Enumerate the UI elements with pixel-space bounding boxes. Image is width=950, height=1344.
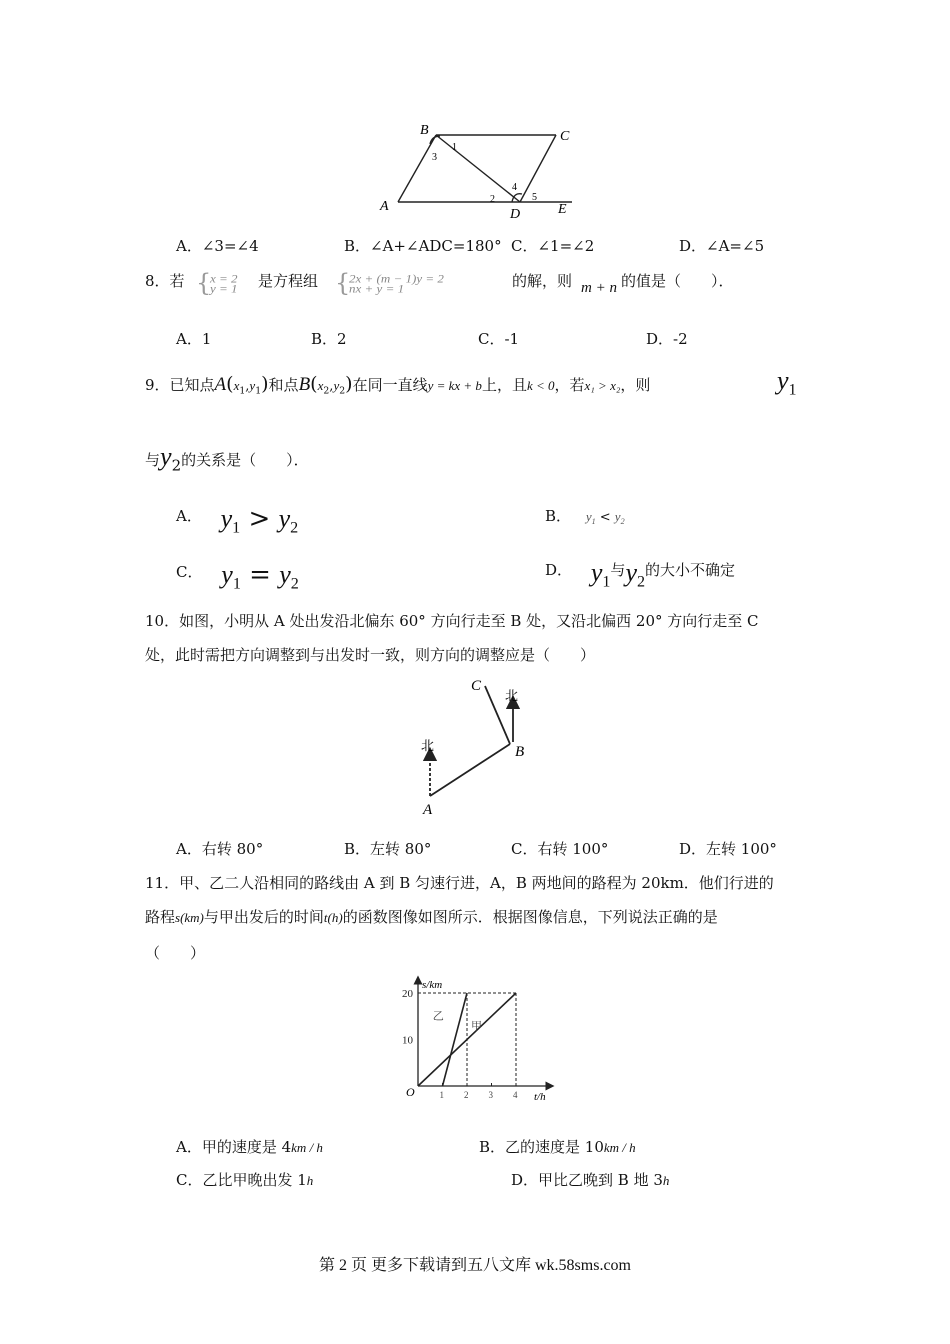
label-a: A [380,199,389,214]
label-e: E [558,202,567,217]
q10-option-c[interactable]: C．右转 100° [511,840,609,858]
series-line-yi [443,993,468,1086]
q9-option-d[interactable]: D． $y_1$与$y_2$的大小不确定 [545,558,736,591]
q11-option-b[interactable]: B．乙的速度是 10km / h [479,1138,636,1156]
q8-system: 2x + (m − 1)y = 2 nx + y = 1 [349,272,444,296]
q7-option-a[interactable]: A．∠3=∠4 [176,237,259,255]
label-b: B [515,744,525,760]
q11-stem-line3: （ ） [145,944,206,962]
q11-option-d[interactable]: D．甲比乙晚到 B 地 3h [511,1171,670,1189]
angle-3: 3 [432,152,437,163]
x-axis-label: t/h [534,1091,546,1103]
origin-label: O [406,1085,415,1099]
q8-option-b[interactable]: B．2 [311,330,347,348]
q11-stem-line2: 路程s(km)与甲出发后的时间t(h)的函数图像如图所示．根据图像信息，下列说法正确的是 [145,908,718,926]
q10-direction-figure [405,672,545,822]
diagonal-bd [436,135,520,202]
q11-stem-line1: 11．甲、乙二人沿相同的路线由 A 到 B 匀速行进，A，B 两地间的路程为 20km．他们行进的 [145,874,774,892]
series-label-yi: 乙 [432,1010,444,1023]
angle-4: 4 [512,182,517,193]
y-tick-label-10: 10 [402,1034,413,1047]
q8-system-brace: { [335,269,351,297]
q8-solution-brace: { [196,269,212,297]
q9-stem-line1: 9．已知点$A(x_1,y_1)$和点$B(x_2,y_2)$在同一直线y = kx + b上，且k < 0，若x₁ > x₂，则 [145,373,651,397]
north-label-b: 北 [505,688,519,703]
q7-parallelogram-figure [360,118,600,223]
x-tick-label-1: 1 [439,1090,444,1100]
q9-option-b[interactable]: B． $y_1 < y_2$ [545,507,625,526]
q8-option-c[interactable]: C．-1 [478,330,520,348]
q8-solution: x = 2 y = 1 [210,272,238,296]
label-c: C [560,129,570,144]
north-label-a: 北 [421,738,435,753]
page-footer: 第 2 页 更多下载请到五八文库 wk.58sms.com [318,1257,631,1274]
q9-y1-symbol: $y_1$ [777,366,797,399]
label-d: D [510,207,521,222]
q10-stem-line2: 处，此时需把方向调整到与出发时一致，则方向的调整应是（ ） [145,646,596,664]
angle-1: 1 [452,142,457,153]
label-c: C [471,678,482,694]
q9-stem-line2: 与y2的关系是（ ）． [145,442,309,475]
angle-2: 2 [490,194,495,205]
x-tick-label-3: 3 [488,1090,493,1100]
x-tick-label-2: 2 [464,1090,469,1100]
q8-expression: m + n [581,280,617,296]
q11-distance-time-chart [370,972,560,1107]
q7-option-d[interactable]: D．∠A=∠5 [679,237,765,255]
q8-option-a[interactable]: A．1 [176,330,212,348]
q9-option-c[interactable]: C． $y_1 = y_2$ [176,560,299,593]
q10-option-a[interactable]: A．右转 80° [176,840,264,858]
y-tick-label-20: 20 [402,988,413,1000]
series-line-jia [418,993,516,1086]
label-b: B [420,123,429,138]
q8-mid-text: 是方程组 [258,272,319,290]
q9-option-a[interactable]: A． $y_1 > y_2$ [176,504,299,537]
q11-option-c[interactable]: C．乙比甲晚出发 1h [176,1171,314,1189]
q10-option-d[interactable]: D．左转 100° [679,840,777,858]
x-tick-label-4: 4 [513,1090,518,1100]
side-ab [398,135,436,202]
angle-5: 5 [532,192,537,203]
q8-tail-text: 的解，则 [512,272,573,290]
q11-option-a[interactable]: A．甲的速度是 4km / h [176,1138,323,1156]
label-a: A [423,802,433,818]
series-label-jia: 甲 [471,1020,482,1033]
y-axis-label: s/km [422,979,443,991]
q7-option-c[interactable]: C．∠1=∠2 [511,237,595,255]
side-cd [520,135,556,202]
path-a-to-b [430,744,510,796]
q8-number: 8．若 [145,272,185,290]
q7-option-b[interactable]: B．∠A+∠ADC=180° [344,237,502,255]
q8-end-text: 的值是（ ）． [621,272,734,290]
q8-option-d[interactable]: D．-2 [646,330,688,348]
q10-option-b[interactable]: B．左转 80° [344,840,432,858]
q10-stem-line1: 10．如图，小明从 A 处出发沿北偏东 60° 方向行走至 B 处，又沿北偏西 20° 方向行走至 C [145,612,759,630]
